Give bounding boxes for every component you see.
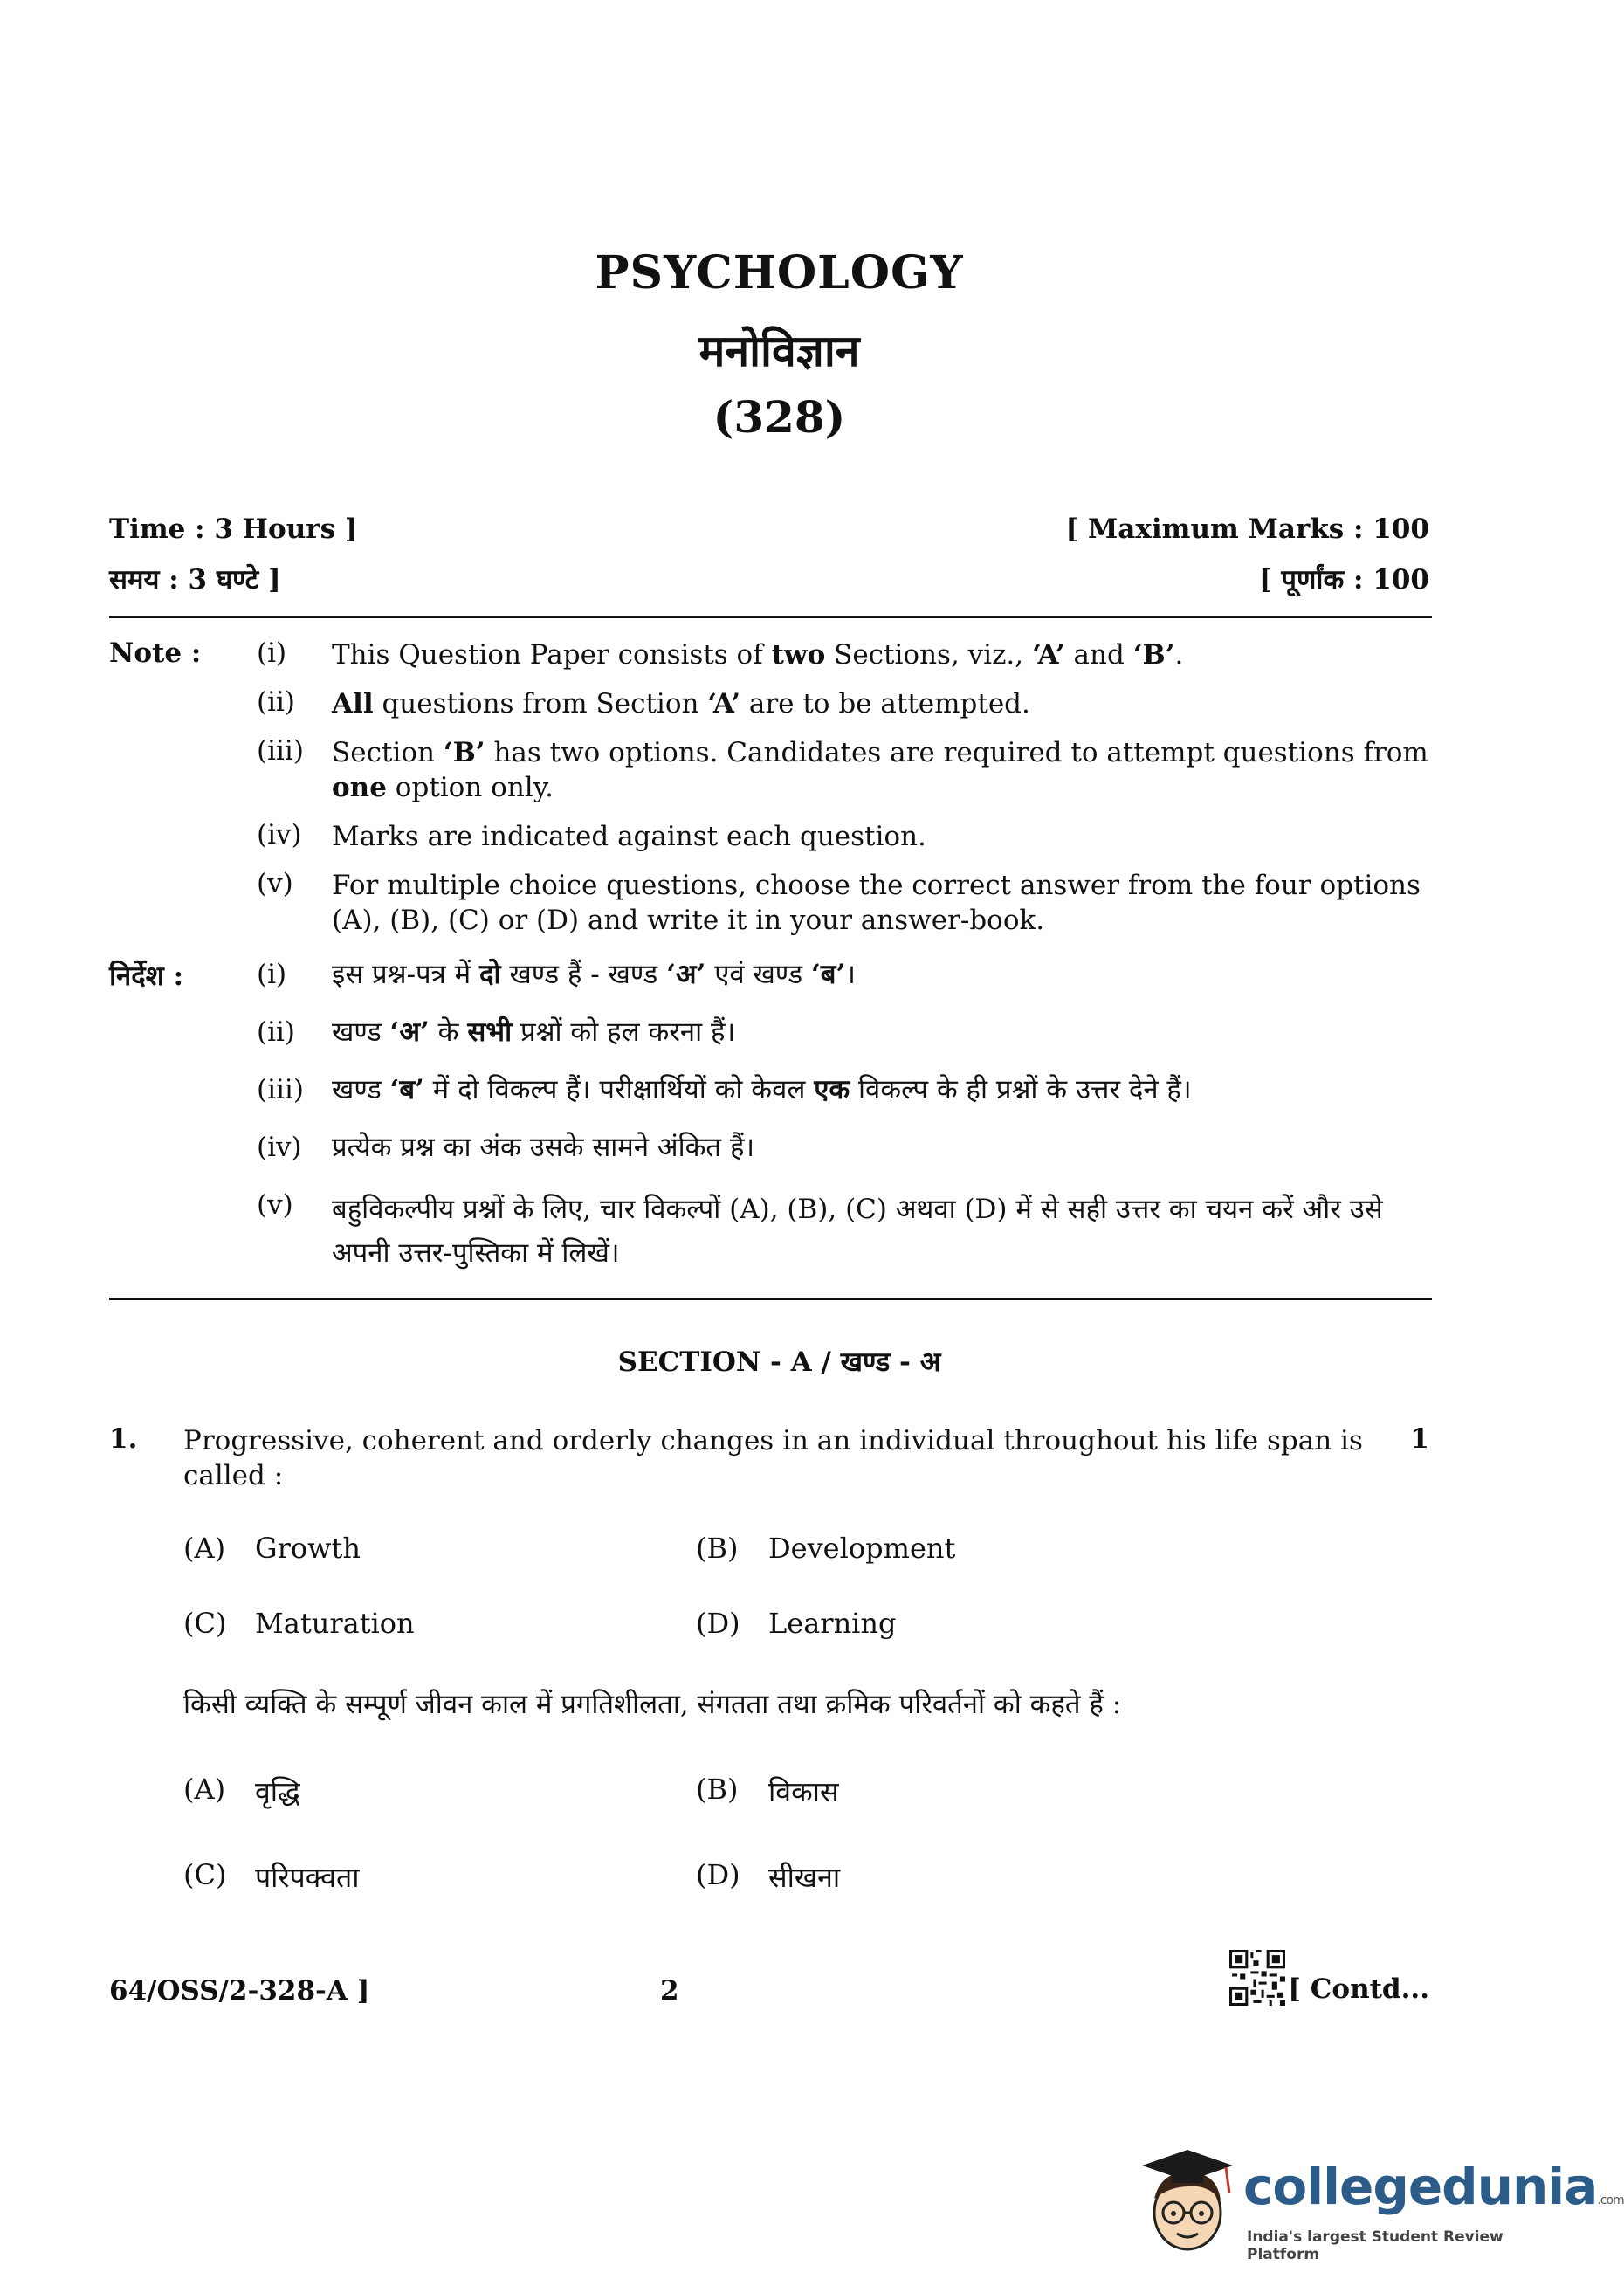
note-text: option only. (386, 772, 554, 803)
option-text: Growth (255, 1532, 361, 1565)
note-bold: ‘ब’ (810, 959, 846, 990)
note-bold: ‘अ’ (666, 959, 706, 990)
note-text: . (1174, 639, 1184, 671)
note-text: questions from Section (373, 688, 708, 720)
note-item (332, 637, 1432, 672)
note-text: खण्ड (332, 1074, 390, 1105)
option-letter: (C) (183, 1607, 227, 1640)
time-english: Time : 3 Hours ] (109, 513, 358, 545)
note-text: इस प्रश्न-पत्र में (332, 959, 480, 990)
note-text: । (845, 959, 857, 990)
time-hindi: समय : 3 घण्टे ] (109, 564, 281, 596)
paper-title-hindi: मनोविज्ञान (698, 325, 860, 376)
note-number: (iii) (257, 1074, 304, 1105)
note-bold: ‘ब’ (389, 1074, 424, 1105)
note-number: (i) (257, 637, 287, 669)
note-bold: ‘A’ (707, 688, 740, 720)
note-text: are to be attempted. (740, 688, 1030, 720)
question-text: Progressive, coherent and orderly changes in an individual throughout his life span is called : (183, 1425, 1363, 1491)
option-letter: (D) (696, 1858, 740, 1891)
note-bold: दो (479, 959, 501, 990)
option-text: Maturation (255, 1607, 415, 1640)
marks-hindi: [ पूर्णांक : 100 (1258, 564, 1429, 596)
divider-top (109, 616, 1432, 618)
note-item: For multiple choice questions, choose the correct answer from the four options (A), (B), (C) or (D) and write it in your answer-book. (332, 870, 1421, 936)
note-text: Section (332, 737, 444, 768)
note-text: Sections, viz., (825, 639, 1032, 671)
paper-title: PSYCHOLOGY (595, 246, 964, 300)
note-item (332, 686, 1432, 721)
brand-suffix: .com (1597, 2193, 1624, 2207)
note-bold: two (771, 639, 826, 671)
note-text: में दो विकल्प हैं। परीक्षार्थियों को केवल (423, 1074, 815, 1105)
note-bold: ‘B’ (1132, 639, 1175, 671)
note-text: This Question Paper consists of (332, 639, 772, 671)
note-text: प्रश्नों को हल करना हैं। (512, 1016, 736, 1048)
note-bold: एक (814, 1074, 850, 1105)
note-item (332, 735, 1432, 805)
option-text-hindi: परिपक्वता (255, 1861, 360, 1894)
question-text-hindi: किसी व्यक्ति के सम्पूर्ण जीवन काल में प्रगतिशीलता, संगतता तथा क्रमिक परिवर्तनों को कहते हैं : (183, 1689, 1122, 1720)
note-number: (iv) (257, 1132, 302, 1163)
option-letter: (B) (696, 1532, 739, 1565)
brand-logo-name (1243, 2157, 1624, 2216)
brand-name: collegedunia (1243, 2157, 1598, 2216)
option-text-hindi: विकास (768, 1775, 839, 1808)
note-item-hindi: प्रत्येक प्रश्न का अंक उसके सामने अंकित हैं। (332, 1132, 755, 1163)
option-letter: (B) (696, 1773, 739, 1806)
divider-section (109, 1298, 1432, 1300)
note-number: (v) (257, 1189, 293, 1221)
brand-tagline: India's largest Student Review Platform (1247, 2228, 1504, 2263)
student-mascot-icon (1135, 2143, 1240, 2256)
note-text: के (429, 1016, 468, 1048)
note-item: Marks are indicated against each question. (332, 821, 926, 852)
note-bold: All (332, 688, 374, 720)
note-number: (iii) (257, 735, 304, 767)
note-text: खण्ड (332, 1016, 390, 1048)
note-bold: ‘अ’ (389, 1016, 430, 1048)
note-bold: सभी (467, 1016, 513, 1048)
note-label-hindi: निर्देश : (109, 961, 184, 992)
note-text: विकल्प के ही प्रश्नों के उत्तर देने हैं। (850, 1074, 1192, 1105)
option-letter: (A) (183, 1532, 226, 1565)
option-letter: (C) (183, 1858, 227, 1891)
option-letter: (A) (183, 1773, 226, 1806)
note-item-hindi (332, 1015, 1432, 1050)
qr-code-icon (1229, 1950, 1285, 2006)
note-number: (v) (257, 868, 293, 899)
note-text: एवं खण्ड (705, 959, 811, 990)
marks-english: [ Maximum Marks : 100 (1065, 513, 1429, 545)
section-heading: SECTION - A / खण्ड - अ (617, 1346, 941, 1378)
question-marks: 1 (1410, 1423, 1429, 1455)
note-item-hindi (332, 1072, 1432, 1107)
footer-paper-code: 64/OSS/2-328-A ] (109, 1975, 370, 2007)
note-number: (ii) (257, 1016, 296, 1048)
option-text-hindi: सीखना (768, 1861, 841, 1894)
note-item-hindi (332, 957, 1432, 992)
note-number: (i) (257, 959, 287, 990)
option-letter: (D) (696, 1607, 740, 1640)
note-label: Note : (109, 637, 202, 669)
note-item-hindi: बहुविकल्पीय प्रश्नों के लिए, चार विकल्पों (A), (B), (C) अथवा (D) में से सही उत्तर का चयन करें और उसे अपनी उत्तर-पुस्तिका में लिखें। (332, 1194, 1383, 1269)
question-number: 1. (109, 1423, 138, 1455)
note-text: खण्ड हैं - खण्ड (500, 959, 667, 990)
page-number: 2 (660, 1975, 679, 2007)
option-text: Learning (768, 1607, 897, 1640)
note-bold: ‘A’ (1032, 639, 1065, 671)
option-text-hindi: वृद्धि (255, 1775, 300, 1808)
note-number: (ii) (257, 686, 296, 718)
continued-label: [ Contd... (1288, 1973, 1429, 2005)
note-bold: ‘B’ (443, 737, 485, 768)
note-text: has two options. Candidates are required to attempt questions from (485, 737, 1428, 768)
paper-code: (328) (712, 391, 846, 443)
option-text: Development (768, 1532, 956, 1565)
note-number: (iv) (257, 819, 302, 850)
note-bold: one (332, 772, 387, 803)
note-text: and (1064, 639, 1133, 671)
